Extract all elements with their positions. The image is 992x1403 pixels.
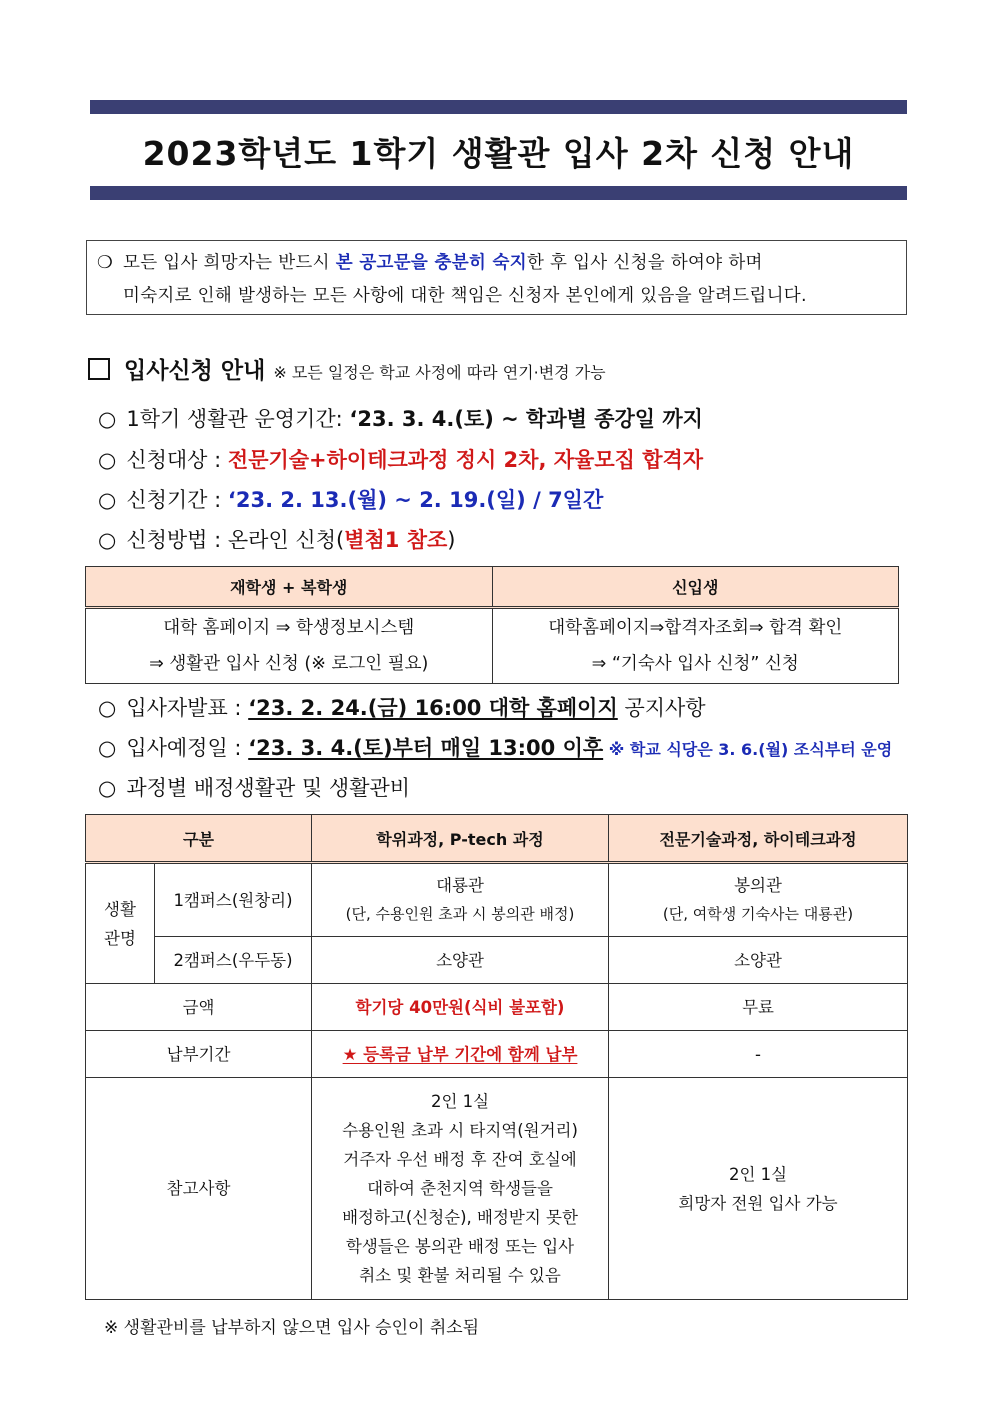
application-method-item: ○ 신청방법 : 온라인 신청(별첨1 참조)	[98, 528, 456, 552]
table-cell: 2인 1실 희망자 전원 입사 가능	[609, 1078, 908, 1300]
table-cell: 납부기간	[86, 1031, 312, 1078]
notice-line-1: 모든 입사 희망자는 반드시 본 공고문을 충분히 숙지한 후 입사 신청을 하여야 하며	[123, 253, 763, 273]
section-note: ※ 모든 일정은 학교 사정에 따라 연기·변경 가능	[273, 363, 606, 382]
checkbox-square-icon	[88, 358, 110, 380]
table-row	[86, 567, 899, 608]
table-row	[86, 1078, 908, 1300]
circle-bullet-icon: ○	[98, 488, 117, 512]
circle-bullet-icon: ○	[98, 407, 117, 431]
table-cell: 학기당 40만원(식비 불포함)	[312, 984, 609, 1031]
move-in-item: ○ 입사예정일 : ‘23. 3. 4.(토)부터 매일 13:00 이후 ※ 학교 식당은 3. 6.(월) 조식부터 운영	[98, 736, 893, 760]
application-period-item: ○ 신청기간 : ‘23. 2. 13.(월) ~ 2. 19.(일) / 7일간	[98, 488, 604, 512]
table-cell: 대룡관 (단, 수용인원 초과 시 봉의관 배정)	[312, 863, 609, 937]
page-title: 2023학년도 1학기 생활관 입사 2차 신청 안내	[142, 134, 855, 173]
section-heading: 입사신청 안내 ※ 모든 일정은 학교 사정에 따라 연기·변경 가능	[88, 352, 606, 385]
bottom-title-bar	[90, 186, 907, 200]
notice-line-2: 미숙지로 인해 발생하는 모든 사항에 대한 책임은 신청자 본인에게 있음을 알려드립니다.	[123, 286, 807, 306]
circle-bullet-icon: ○	[98, 776, 117, 800]
table-header: 전문기술과정, 하이테크과정	[609, 815, 908, 863]
table-row	[86, 1031, 908, 1078]
fee-heading-item: ○ 과정별 배정생활관 및 생활관비	[98, 776, 411, 800]
table-row	[86, 863, 908, 937]
method-table	[85, 566, 899, 684]
footer-note: ※ 생활관비를 납부하지 않으면 입사 승인이 취소됨	[104, 1318, 480, 1338]
fee-table	[85, 814, 908, 1300]
target-item: ○ 신청대상 : 전문기술+하이테크과정 정시 2차, 자율모집 합격자	[98, 448, 704, 472]
table-cell: 소양관	[609, 937, 908, 984]
table-row	[86, 608, 899, 684]
table-cell: 무료	[609, 984, 908, 1031]
table-cell: 생활 관명	[86, 863, 155, 984]
notice-bullet-icon: ❍	[97, 253, 113, 273]
table-cell: -	[609, 1031, 908, 1078]
table-cell: 2캠퍼스(우두동)	[155, 937, 312, 984]
table-cell: 참고사항	[86, 1078, 312, 1300]
table-cell: ★ 등록금 납부 기간에 함께 납부	[312, 1031, 609, 1078]
table-cell: 대학 홈페이지 ⇒ 학생정보시스템 ⇒ 생활관 입사 신청 (※ 로그인 필요)	[86, 608, 493, 684]
table-cell: 2인 1실 수용인원 초과 시 타지역(원거리) 거주자 우선 배정 후 잔여 호실에 대하여 춘천지역 학생들을 배정하고(신청순), 배정받지 못한 학생들은 봉의관 배정 또는 입사 취소 및 환불 처리될 수 있음	[312, 1078, 609, 1300]
notice-box	[86, 240, 907, 315]
circle-bullet-icon: ○	[98, 528, 117, 552]
table-cell: 봉의관 (단, 여학생 기숙사는 대룡관)	[609, 863, 908, 937]
table-row	[86, 815, 908, 863]
top-title-bar	[90, 100, 907, 114]
operation-period-item: ○ 1학기 생활관 운영기간: ‘23. 3. 4.(토) ~ 학과별 종강일 까지	[98, 407, 703, 431]
circle-bullet-icon: ○	[98, 696, 117, 720]
table-cell: 1캠퍼스(원창리)	[155, 863, 312, 937]
table-header: 신입생	[492, 567, 899, 608]
table-header: 학위과정, P-tech 과정	[312, 815, 609, 863]
table-header: 구분	[86, 815, 312, 863]
announcement-item: ○ 입사자발표 : ‘23. 2. 24.(금) 16:00 대학 홈페이지 공지사항	[98, 696, 706, 720]
table-cell: 대학홈페이지⇒합격자조회⇒ 합격 확인 ⇒ “기숙사 입사 신청” 신청	[492, 608, 899, 684]
circle-bullet-icon: ○	[98, 448, 117, 472]
circle-bullet-icon: ○	[98, 736, 117, 760]
table-row	[86, 937, 908, 984]
table-cell: 소양관	[312, 937, 609, 984]
table-header: 재학생 + 복학생	[86, 567, 493, 608]
notice-highlight: 본 공고문을 충분히 숙지	[335, 253, 527, 273]
table-cell: 금액	[86, 984, 312, 1031]
table-row	[86, 984, 908, 1031]
